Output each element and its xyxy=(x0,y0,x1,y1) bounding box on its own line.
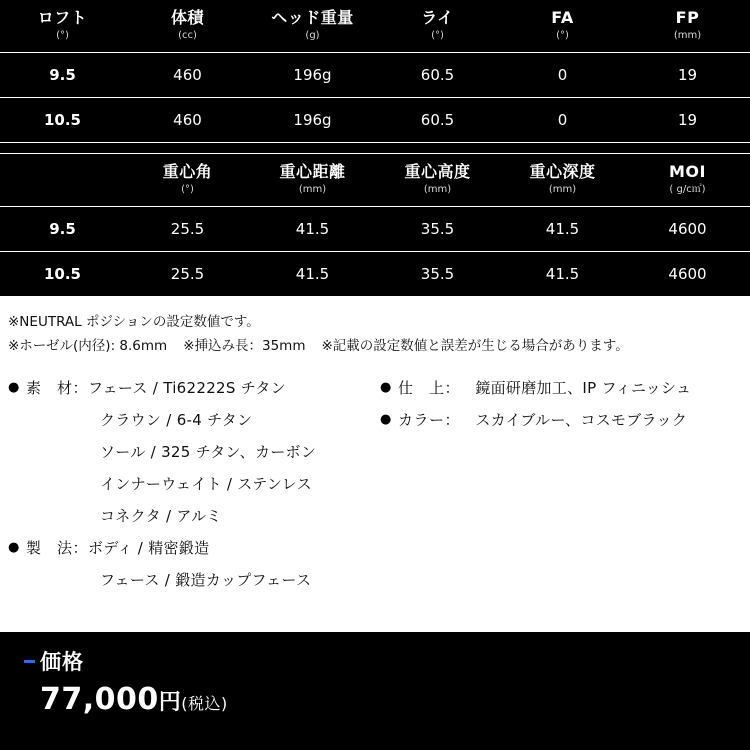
material-row-crown xyxy=(8,404,380,436)
cell-head-weight: 196g xyxy=(250,98,375,143)
spec-table-2 xyxy=(0,153,750,296)
table-header-row xyxy=(0,153,750,206)
column-header-cg-height: 重心高度 (mm) xyxy=(375,153,500,206)
material-row-finish xyxy=(380,372,742,404)
cell-cg-distance: 41.5 xyxy=(250,206,375,251)
material-value-face-forging: フェース / 鍛造カップフェース xyxy=(100,570,312,589)
note-line-2 xyxy=(8,334,742,358)
material-row-sole xyxy=(8,436,380,468)
table-row xyxy=(0,251,750,296)
table-row xyxy=(0,206,750,251)
cell-cg-height: 35.5 xyxy=(375,251,500,296)
material-value-color: スカイブルー、コスモブラック xyxy=(460,410,688,429)
cell-loft: 10.5 xyxy=(0,98,125,143)
table-row xyxy=(0,53,750,98)
column-header-lie: ライ (°) xyxy=(375,0,500,53)
cell-fp: 19 xyxy=(625,98,750,143)
material-value-inner-weight: インナーウェイト / ステンレス xyxy=(100,474,312,493)
cell-cg-height: 35.5 xyxy=(375,206,500,251)
cell-volume: 460 xyxy=(125,98,250,143)
material-row-face-forging xyxy=(8,564,380,596)
column-header-fp: FP (mm) xyxy=(625,0,750,53)
column-header-loft: ロフト (°) xyxy=(0,0,125,53)
price-tax-note: (税込) xyxy=(181,694,228,713)
note-insert-length: ※挿込み長：35mm xyxy=(183,337,306,354)
material-value-connector: コネクタ / アルミ xyxy=(100,506,222,525)
price-title-row xyxy=(24,646,750,676)
cell-loft: 10.5 xyxy=(0,251,125,296)
material-label-カラー: カラー： xyxy=(398,410,461,429)
bullet-icon: ● xyxy=(8,539,20,555)
price-amount-row xyxy=(24,682,750,717)
cell-moi: 4600 xyxy=(625,206,750,251)
spec-notes xyxy=(0,296,750,360)
cell-fp: 19 xyxy=(625,53,750,98)
material-row-face xyxy=(8,372,380,404)
cell-cg-depth: 41.5 xyxy=(500,206,625,251)
price-currency: 円 xyxy=(158,690,182,715)
column-header-moi: MOI ( g/c㎡) xyxy=(625,153,750,206)
material-label-素材: 素 材： xyxy=(26,378,89,397)
cell-fa: 0 xyxy=(500,98,625,143)
column-header-head-weight: ヘッド重量 (g) xyxy=(250,0,375,53)
cell-cg-distance: 41.5 xyxy=(250,251,375,296)
table-divider xyxy=(0,143,750,153)
material-row-color xyxy=(380,404,742,436)
cell-lie: 60.5 xyxy=(375,98,500,143)
column-header-volume: 体積 (cc) xyxy=(125,0,250,53)
material-row-manufacturing xyxy=(8,532,380,564)
cell-fa: 0 xyxy=(500,53,625,98)
bullet-icon: ● xyxy=(380,379,392,395)
column-header-cg-angle: 重心角 (°) xyxy=(125,153,250,206)
note-tolerance: ※記載の設定数値と誤差が生じる場合があります。 xyxy=(321,337,629,354)
cell-head-weight: 196g xyxy=(250,53,375,98)
price-title: 価格 xyxy=(40,650,84,674)
bullet-icon: ● xyxy=(8,379,20,395)
cell-loft: 9.5 xyxy=(0,206,125,251)
table-header-row xyxy=(0,0,750,53)
spec-table-1-block xyxy=(0,0,750,153)
spec-table-2-block xyxy=(0,153,750,296)
material-label-仕上: 仕 上： xyxy=(398,378,461,397)
column-header-blank xyxy=(0,153,125,206)
cell-loft: 9.5 xyxy=(0,53,125,98)
note-line-1: ※NEUTRAL ポジションの設定数値です。 xyxy=(8,313,260,330)
cell-cg-angle: 25.5 xyxy=(125,206,250,251)
cell-volume: 460 xyxy=(125,53,250,98)
spec-table-1 xyxy=(0,0,750,153)
material-value-body: ボディ / 精密鍛造 xyxy=(88,538,210,557)
column-header-fa: FA (°) xyxy=(500,0,625,53)
column-header-cg-distance: 重心距離 (mm) xyxy=(250,153,375,206)
cell-cg-angle: 25.5 xyxy=(125,251,250,296)
materials-right-column xyxy=(380,372,742,596)
bullet-icon: ● xyxy=(380,411,392,427)
material-value-sole: ソール / 325 チタン、カーボン xyxy=(100,442,317,461)
cell-lie: 60.5 xyxy=(375,53,500,98)
material-row-connector xyxy=(8,500,380,532)
note-hosel: ※ホーゼル(内径): 8.6mm xyxy=(8,337,168,354)
column-header-cg-depth: 重心深度 (mm) xyxy=(500,153,625,206)
table-row xyxy=(0,98,750,143)
material-row-inner-weight xyxy=(8,468,380,500)
accent-dash-icon xyxy=(24,660,35,663)
materials-section xyxy=(0,360,750,596)
material-value-finish: 鏡面研磨加工、IP フィニッシュ xyxy=(460,378,692,397)
cell-moi: 4600 xyxy=(625,251,750,296)
price-band xyxy=(0,632,750,750)
material-label-製法: 製 法： xyxy=(26,538,89,557)
price-value: 77,000 xyxy=(40,682,159,717)
material-value-crown: クラウン / 6-4 チタン xyxy=(100,410,253,429)
cell-cg-depth: 41.5 xyxy=(500,251,625,296)
materials-left-column xyxy=(8,372,380,596)
material-value-face: フェース / Ti62222S チタン xyxy=(88,378,286,397)
